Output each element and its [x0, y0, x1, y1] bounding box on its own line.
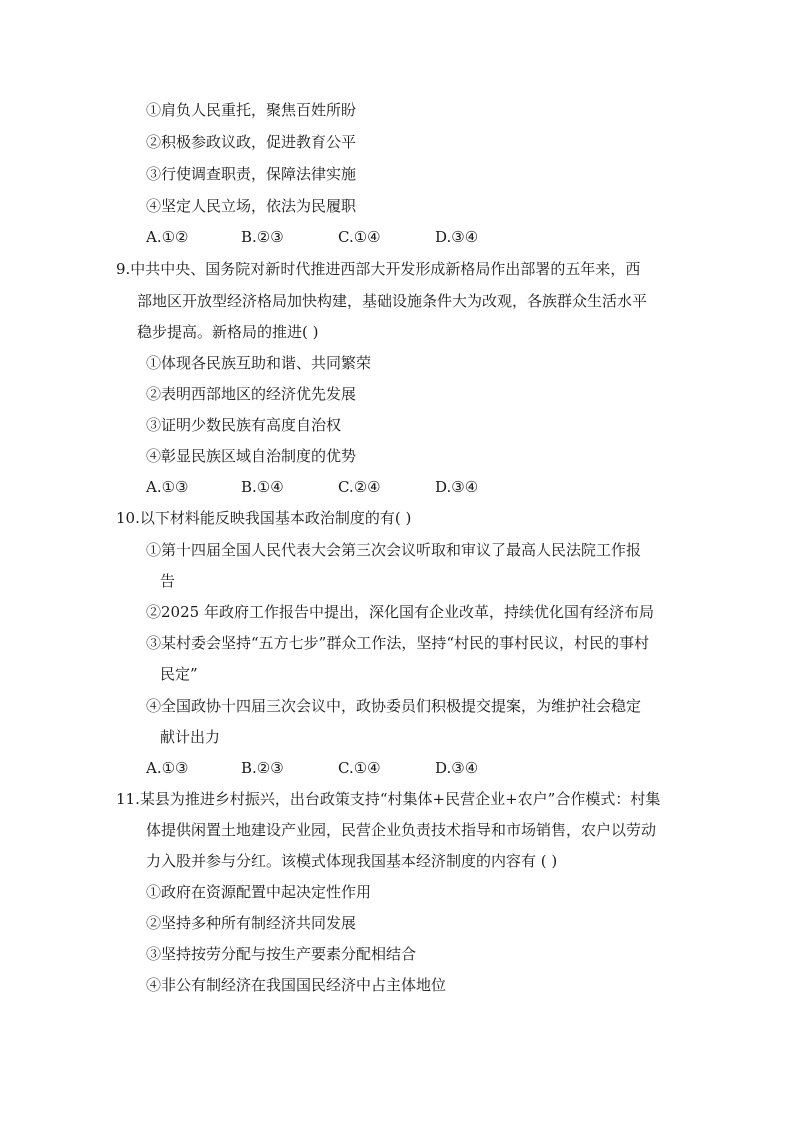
q9-choices	[146, 477, 546, 497]
q10-option-2: ②2025 年政府工作报告中提出，深化国有企业改革，持续优化国有经济布局	[146, 603, 654, 621]
q8-option-2: ②积极参政议政，促进教育公平	[146, 133, 357, 151]
q9-choice-d: D.③④	[435, 478, 479, 496]
q9-choice-a: A.①③	[146, 478, 189, 496]
q8-choices	[146, 227, 546, 247]
q9-stem-line-1: 9.中共中央、国务院对新时代推进西部大开发形成新格局作出部署的五年来，西	[116, 260, 641, 278]
q10-stem: 10.以下材料能反映我国基本政治制度的有( )	[116, 509, 412, 527]
q11-stem-line-3: 力入股并参与分红。该模式体现我国基本经济制度的内容有 ( )	[146, 852, 558, 870]
q10-choice-c: C.①④	[338, 759, 381, 777]
q8-choice-b: B.②③	[241, 228, 284, 246]
q9-option-3: ③证明少数民族有高度自治权	[146, 416, 342, 434]
q9-option-1: ①体现各民族互助和谐、共同繁荣	[146, 354, 372, 372]
q8-option-4: ④坚定人民立场，依法为民履职	[146, 197, 357, 215]
q8-choice-c: C.①④	[338, 228, 381, 246]
q11-option-3: ③坚持按劳分配与按生产要素分配相结合	[146, 945, 417, 963]
q8-choice-d: D.③④	[435, 228, 479, 246]
q11-option-4: ④非公有制经济在我国国民经济中占主体地位	[146, 976, 447, 994]
q11-stem-line-1: 11.某县为推进乡村振兴，出台政策支持“村集体+民营企业+农户”合作模式：村集	[116, 790, 661, 808]
q11-stem-line-2: 体提供闲置土地建设产业园，民营企业负责技术指导和市场销售，农户以劳动	[146, 821, 657, 839]
q9-option-2: ②表明西部地区的经济优先发展	[146, 385, 357, 403]
q10-option-1-cont: 告	[160, 572, 176, 590]
q8-option-3: ③行使调查职责，保障法律实施	[146, 165, 357, 183]
q10-option-3: ③某村委会坚持“五方七步”群众工作法，坚持“村民的事村民议，村民的事村	[146, 634, 650, 652]
q9-choice-b: B.①④	[241, 478, 284, 496]
q9-stem-line-2: 部地区开放型经济格局加快构建，基础设施条件大为改观，各族群众生活水平	[137, 292, 648, 310]
q10-option-4: ④全国政协十四届三次会议中，政协委员们积极提交提案，为维护社会稳定	[146, 697, 642, 715]
q11-option-2: ②坚持多种所有制经济共同发展	[146, 914, 357, 932]
q9-stem-line-3: 稳步提高。新格局的推进( )	[137, 323, 319, 341]
q10-option-4-cont: 献计出力	[160, 728, 221, 746]
q9-option-4: ④彰显民族区域自治制度的优势	[146, 447, 357, 465]
q9-choice-c: C.②④	[338, 478, 381, 496]
q10-choice-b: B.②③	[241, 759, 284, 777]
q10-option-3-cont: 民定”	[160, 665, 198, 683]
q10-choices	[146, 758, 546, 778]
q8-choice-a: A.①②	[146, 228, 189, 246]
q11-option-1: ①政府在资源配置中起决定性作用	[146, 883, 372, 901]
q8-option-1: ①肩负人民重托，聚焦百姓所盼	[146, 101, 357, 119]
q10-option-1: ①第十四届全国人民代表大会第三次会议听取和审议了最高人民法院工作报	[146, 541, 642, 559]
q10-choice-a: A.①③	[146, 759, 189, 777]
q10-choice-d: D.③④	[435, 759, 479, 777]
